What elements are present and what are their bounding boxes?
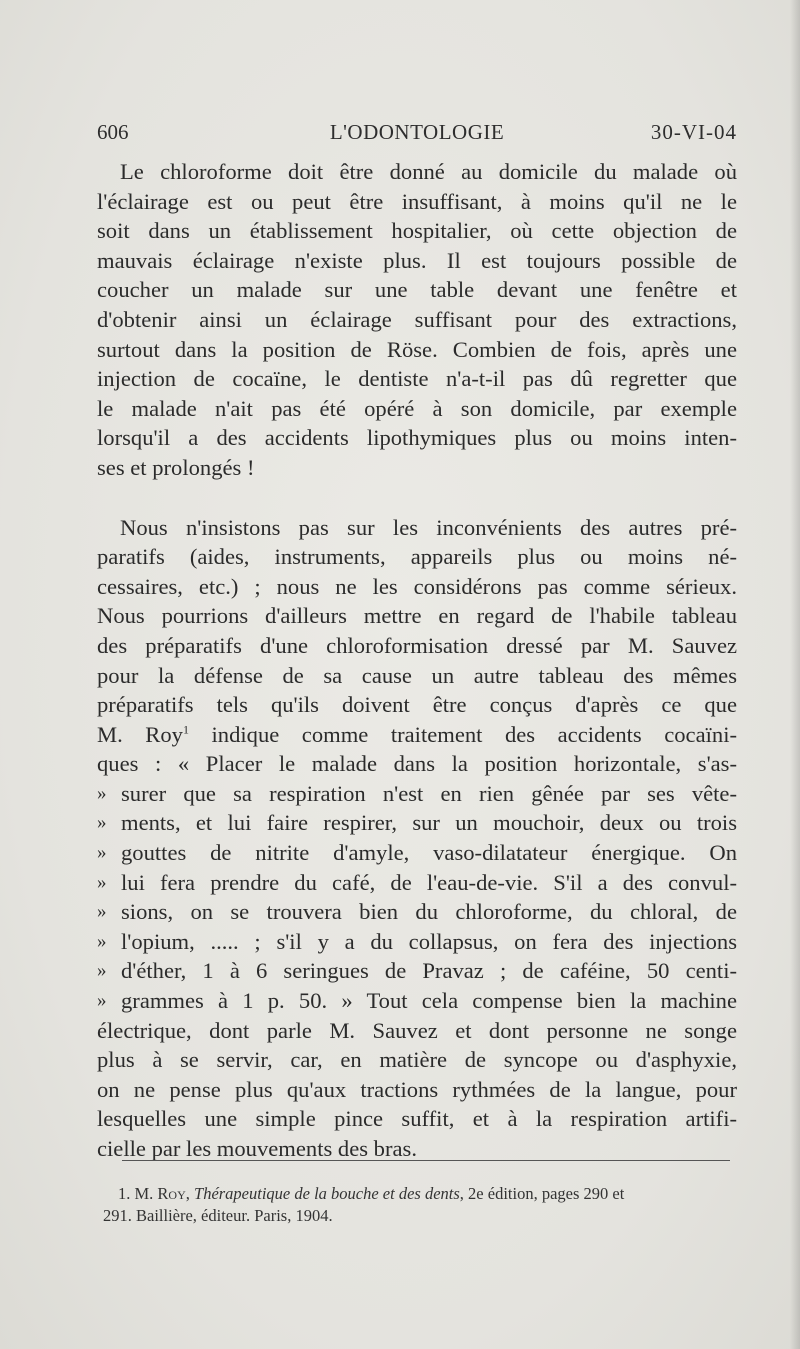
roy-text-rest: indique comme traitement des accidents cocaïni-: [188, 721, 737, 747]
text-line: l'éclairage est ou peut être insuffisant, à moins qu'il ne le: [97, 188, 737, 214]
text-line: Nous pourrions d'ailleurs mettre en regard de l'habile tableau: [97, 603, 737, 629]
quote-line: [97, 808, 737, 838]
footnote-work-title: Thérapeutique de la bouche et des dents: [194, 1184, 460, 1203]
quote-line: [97, 897, 737, 927]
text-line: paratifs (aides, instruments, appareils plus ou moins né-: [97, 544, 737, 570]
quote-mark: »: [97, 871, 107, 893]
issue-date: 30-VI-04: [650, 120, 737, 144]
quote-mark: »: [97, 990, 107, 1012]
text-line: pour la défense de sa cause un autre tableau des mêmes: [97, 662, 737, 688]
running-header: [97, 120, 737, 150]
quote-mark: »: [97, 812, 107, 834]
text-line: on ne pense plus qu'aux tractions rythmées de la langue, pour: [97, 1076, 737, 1102]
text-line: cielle par les mouvements des bras.: [97, 1136, 417, 1161]
footnote: [103, 1183, 738, 1227]
text-line: des préparatifs d'une chloroformisation dressé par M. Sauvez: [97, 632, 737, 658]
quote-mark: »: [97, 960, 107, 982]
quote-mark: »: [97, 930, 107, 952]
text-line: cessaires, etc.) ; nous ne les considérons pas comme sérieux.: [97, 573, 737, 599]
text-line: le malade n'ait pas été opéré à son domicile, par exemple: [97, 395, 737, 421]
text-line: mauvais éclairage n'existe plus. Il est toujours possible de: [97, 247, 737, 273]
text-line: ses et prolongés !: [97, 454, 255, 480]
footnote-author: Roy: [157, 1184, 186, 1203]
footnote-ref: 1: [182, 722, 189, 737]
paragraph-gap: [97, 483, 737, 513]
quote-text: d'éther, 1 à 6 seringues de Pravaz ; de caféine, 50 centi-: [121, 958, 737, 984]
quote-line: [97, 927, 737, 957]
text-line: préparatifs tels qu'ils doivent être conçus d'après ce que: [97, 692, 737, 718]
quote-text: lui fera prendre du café, de l'eau-de-vie. S'il a des convul-: [121, 869, 737, 895]
footnote-author-prefix: M.: [134, 1184, 154, 1203]
text-line: injection de cocaïne, le dentiste n'a-t-il pas dû regretter que: [97, 366, 737, 392]
footnote-separator: [122, 1160, 730, 1161]
text-line: lesquelles une simple pince suffit, et à la respiration artifi-: [97, 1106, 737, 1132]
text-line: plus à se servir, car, en matière de syncope ou d'asphyxie,: [97, 1047, 737, 1073]
text-line: soit dans un établissement hospitalier, où cette objection de: [97, 218, 737, 244]
quote-text: gouttes de nitrite d'amyle, vaso-dilatateur énergique. On: [121, 840, 737, 866]
quote-text: sions, on se trouvera bien du chloroforme, du chloral, de: [121, 899, 737, 925]
quote-line: [97, 986, 737, 1016]
roy-text: M. Roy: [97, 721, 183, 747]
text-line: surtout dans la position de Röse. Combien de fois, après une: [97, 336, 737, 362]
footnote-edition: , 2e édition, pages 290 et: [459, 1184, 625, 1203]
quote-text: surer que sa respiration n'est en rien gênée par ses vête-: [121, 780, 737, 806]
body-text: [97, 157, 737, 1164]
paragraph-1: [97, 157, 737, 483]
text-line: d'obtenir ainsi un éclairage suffisant pour des extractions,: [97, 306, 737, 332]
quote-mark: »: [97, 782, 107, 804]
paragraph-2: [97, 513, 737, 1164]
footnote-line: 291. Baillière, éditeur. Paris, 1904.: [103, 1206, 333, 1225]
quote-line: [97, 838, 737, 868]
text-line: lorsqu'il a des accidents lipothymiques plus ou moins inten-: [97, 425, 737, 451]
text-line: Nous n'insistons pas sur les inconvénients des autres pré-: [120, 514, 737, 540]
quote-text: ments, et lui faire respirer, sur un mouchoir, deux ou trois: [121, 810, 737, 836]
quote-mark: »: [97, 842, 107, 864]
quote-line: [97, 868, 737, 898]
text-line: ques : « Placer le malade dans la position horizontale, s'as-: [97, 751, 737, 777]
text-line: électrique, dont parle M. Sauvez et dont personne ne songe: [97, 1017, 737, 1043]
footnote-line: [118, 1183, 738, 1205]
text-line: Le chloroforme doit être donné au domicile du malade où: [120, 159, 737, 184]
quote-mark: »: [97, 901, 107, 923]
text-line-footnote-ref: [97, 720, 737, 750]
quote-text: grammes à 1 p. 50. » Tout cela compense bien la machine: [121, 988, 737, 1014]
page-edge-shadow: [790, 0, 800, 1349]
text-line: coucher un malade sur une table devant une fenêtre et: [97, 277, 737, 303]
footnote-separator-comma: ,: [185, 1184, 190, 1203]
quote-line: [97, 956, 737, 986]
footnote-number: 1.: [118, 1184, 131, 1203]
journal-title: L'ODONTOLOGIE: [329, 120, 505, 144]
quote-line: [97, 779, 737, 809]
quote-text: l'opium, ..... ; s'il y a du collapsus, on fera des injections: [121, 928, 737, 954]
page-number: 606: [97, 120, 129, 144]
